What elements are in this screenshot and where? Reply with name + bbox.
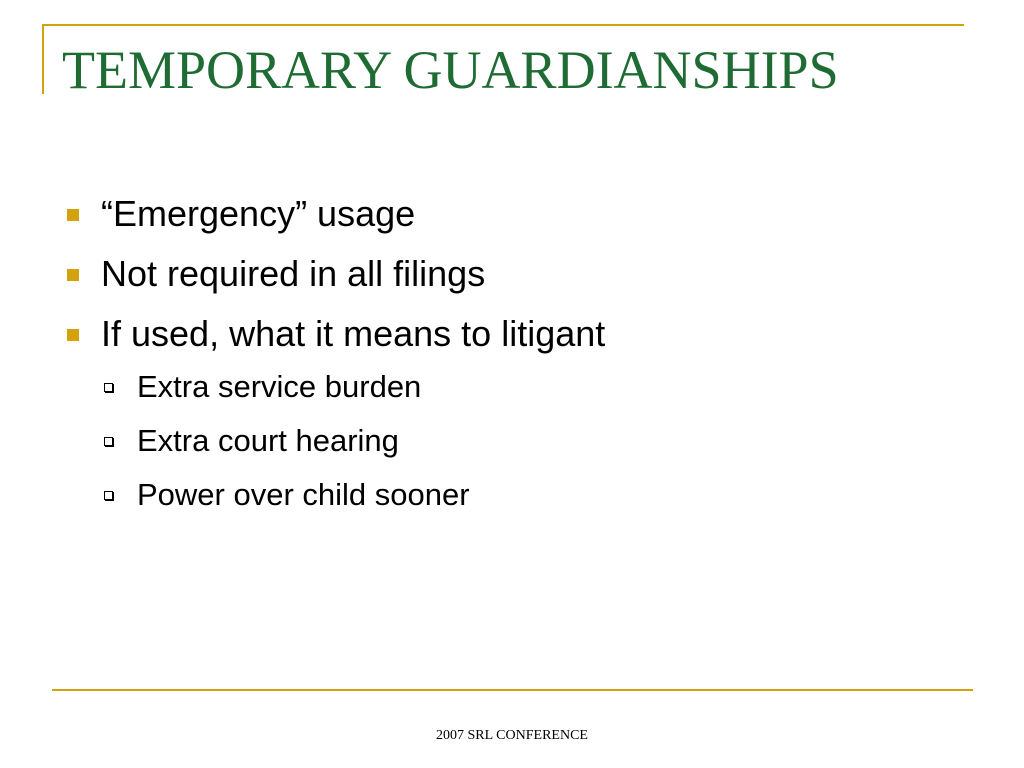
- bullet-text: Not required in all filings: [101, 253, 486, 294]
- filled-square-bullet-icon: [67, 329, 79, 341]
- footer-divider-line: [52, 689, 973, 691]
- sub-bullet-item: [60, 368, 960, 422]
- sub-bullet-text: Power over child sooner: [137, 477, 470, 512]
- bullet-list: [60, 188, 960, 530]
- filled-square-bullet-icon: [67, 209, 79, 221]
- filled-square-bullet-icon: [67, 269, 79, 281]
- title-frame-top-line: [42, 24, 964, 26]
- sub-bullet-item: [60, 476, 960, 530]
- hollow-square-bullet-icon: [104, 383, 113, 392]
- slide-footer: 2007 SRL CONFERENCE: [436, 728, 588, 743]
- bullet-text: If used, what it means to litigant: [101, 313, 606, 354]
- bullet-text: “Emergency” usage: [101, 193, 416, 234]
- title-frame-left-line: [42, 24, 44, 94]
- sub-bullet-text: Extra service burden: [137, 369, 422, 404]
- bullet-item: [60, 188, 960, 248]
- bullet-item: [60, 308, 960, 368]
- slide-title: TEMPORARY GUARDIANSHIPS: [62, 40, 839, 100]
- hollow-square-bullet-icon: [104, 491, 113, 500]
- sub-bullet-text: Extra court hearing: [137, 423, 399, 458]
- bullet-item: [60, 248, 960, 308]
- hollow-square-bullet-icon: [104, 437, 113, 446]
- sub-bullet-item: [60, 422, 960, 476]
